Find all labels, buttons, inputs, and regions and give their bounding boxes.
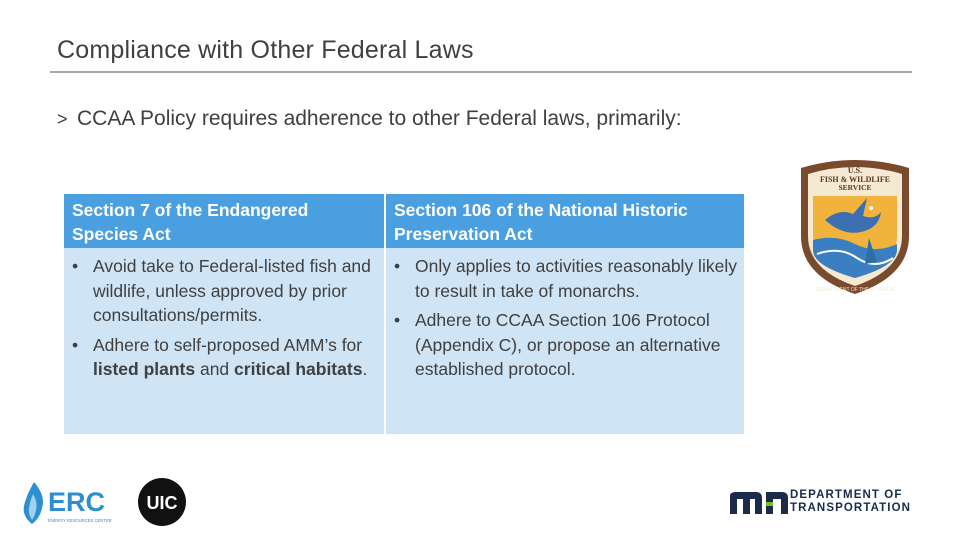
intro-paragraph xyxy=(57,105,697,133)
erc-logo xyxy=(20,478,120,528)
slide-title: Compliance with Other Federal Laws xyxy=(57,36,474,64)
bold-term: critical habitats xyxy=(234,359,363,379)
seal-line1: U.S. xyxy=(847,166,863,175)
erc-tagline: ENERGY RESOURCES CENTER xyxy=(48,518,112,523)
usfws-seal-logo xyxy=(795,154,915,296)
erc-letters: ERC xyxy=(48,487,106,517)
seal-ring-text: DEPARTMENT OF THE INTERIOR xyxy=(815,287,895,293)
mndot-line1: DEPARTMENT OF xyxy=(790,489,903,501)
bold-term: listed plants xyxy=(93,359,196,379)
list-item: • Only applies to activities reasonably likely to result in take of monarchs. xyxy=(392,254,738,303)
title-divider xyxy=(50,71,912,73)
seal-line3: SERVICE xyxy=(838,183,872,192)
mndot-line2: TRANSPORTATION xyxy=(790,502,912,514)
mndot-wordmark xyxy=(790,489,911,515)
uic-logo xyxy=(137,477,187,527)
cell-esa xyxy=(64,248,384,434)
header-nhpa: Section 106 of the National Historic Preservation Act xyxy=(386,194,744,248)
intro-text: CCAA Policy requires adherence to other Federal laws, primarily: xyxy=(77,107,682,130)
seal-line2: FISH & WILDLIFE xyxy=(819,175,891,184)
uic-letters: UIC xyxy=(146,493,178,513)
list-item: • Adhere to CCAA Section 106 Protocol (Appendix C), or propose an alternative established protocol. xyxy=(392,308,738,382)
header-esa: Section 7 of the Endangered Species Act xyxy=(64,194,384,248)
list-item: • Adhere to self-proposed AMM’s for listed plants and critical habitats. xyxy=(70,333,378,382)
esa-bullet-list xyxy=(70,254,378,382)
intro-marker: > xyxy=(57,109,68,129)
nhpa-bullet-list xyxy=(392,254,738,382)
cell-nhpa xyxy=(386,248,744,434)
list-item: • Avoid take to Federal-listed fish and wildlife, unless approved by prior consultations/permits. xyxy=(70,254,378,328)
